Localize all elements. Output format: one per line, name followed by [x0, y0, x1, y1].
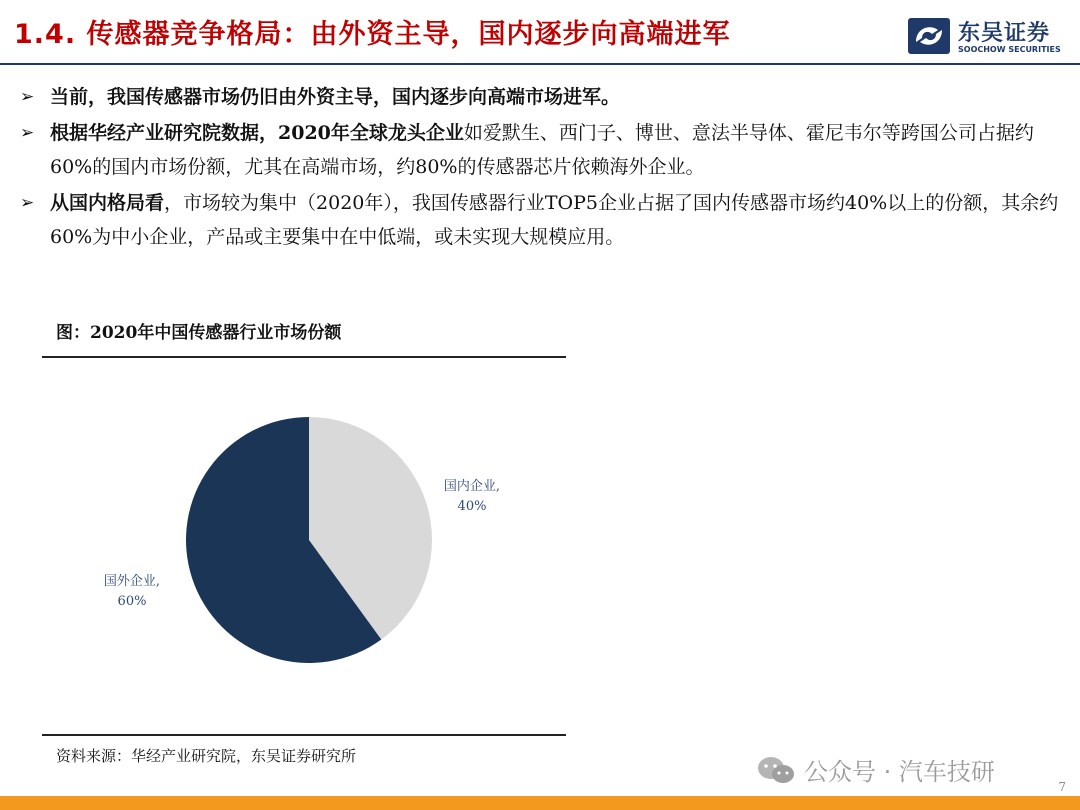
slide-title: 1.4. 传感器竞争格局：由外资主导，国内逐步向高端进军 — [14, 19, 731, 50]
figure-title: 图：2020年中国传感器行业市场份额 — [56, 323, 342, 343]
page-number: 7 — [1058, 780, 1066, 794]
bullet-text-regular: 如爱默生、西门子、博世、意法半导体、霍尼韦尔等跨国公司占据约60%的国内市场份额，尤其在高端市场，约80%的传感器芯片依赖海外企业。 — [50, 122, 1034, 178]
bullet-item — [20, 116, 1060, 184]
figure-source: 资料来源：华经产业研究院，东吴证券研究所 — [56, 747, 357, 765]
bullet-text — [50, 80, 1060, 114]
logo-english-name: SOOCHOW SECURITIES — [958, 45, 1061, 54]
soochow-logo-icon — [908, 18, 950, 54]
logo-chinese-name: 东吴证券 — [958, 21, 1051, 46]
bullet-item — [20, 186, 1060, 254]
bottom-accent-bar — [0, 796, 1080, 810]
bullet-text — [50, 186, 1060, 254]
bullet-text-bold: 从国内格局看 — [50, 192, 165, 214]
wechat-icon — [756, 755, 796, 785]
title-divider — [0, 63, 1080, 65]
brand-logo — [908, 16, 1068, 58]
watermark — [756, 752, 995, 787]
bullet-text — [50, 116, 1060, 184]
pie-slice-value-label: 60% — [117, 594, 147, 609]
pie-slice-label: 国内企业, — [443, 479, 501, 494]
market-share-pie-chart — [42, 380, 566, 740]
bullet-arrow-icon: ➢ — [20, 87, 35, 107]
bullet-list — [20, 80, 1060, 256]
pie-slice-value-label: 40% — [457, 499, 487, 514]
pie-slice-label: 国外企业, — [103, 574, 161, 589]
bullet-arrow-icon: ➢ — [20, 193, 35, 213]
figure-top-rule — [42, 356, 566, 358]
figure-bottom-rule — [42, 734, 566, 736]
bullet-text-regular: ，市场较为集中（2020年），我国传感器行业TOP5企业占据了国内传感器市场约40%以上的份额，其余约60%为中小企业，产品或主要集中在中低端，或未实现大规模应用。 — [50, 192, 1059, 248]
bullet-text-bold: 当前，我国传感器市场仍旧由外资主导，国内逐步向高端市场进军。 — [50, 86, 621, 108]
bullet-text-bold: 根据华经产业研究院数据，2020年全球龙头企业 — [50, 122, 464, 144]
bullet-item — [20, 80, 1060, 114]
bullet-arrow-icon: ➢ — [20, 123, 35, 143]
watermark-text: 公众号 · 汽车技研 — [804, 758, 995, 786]
